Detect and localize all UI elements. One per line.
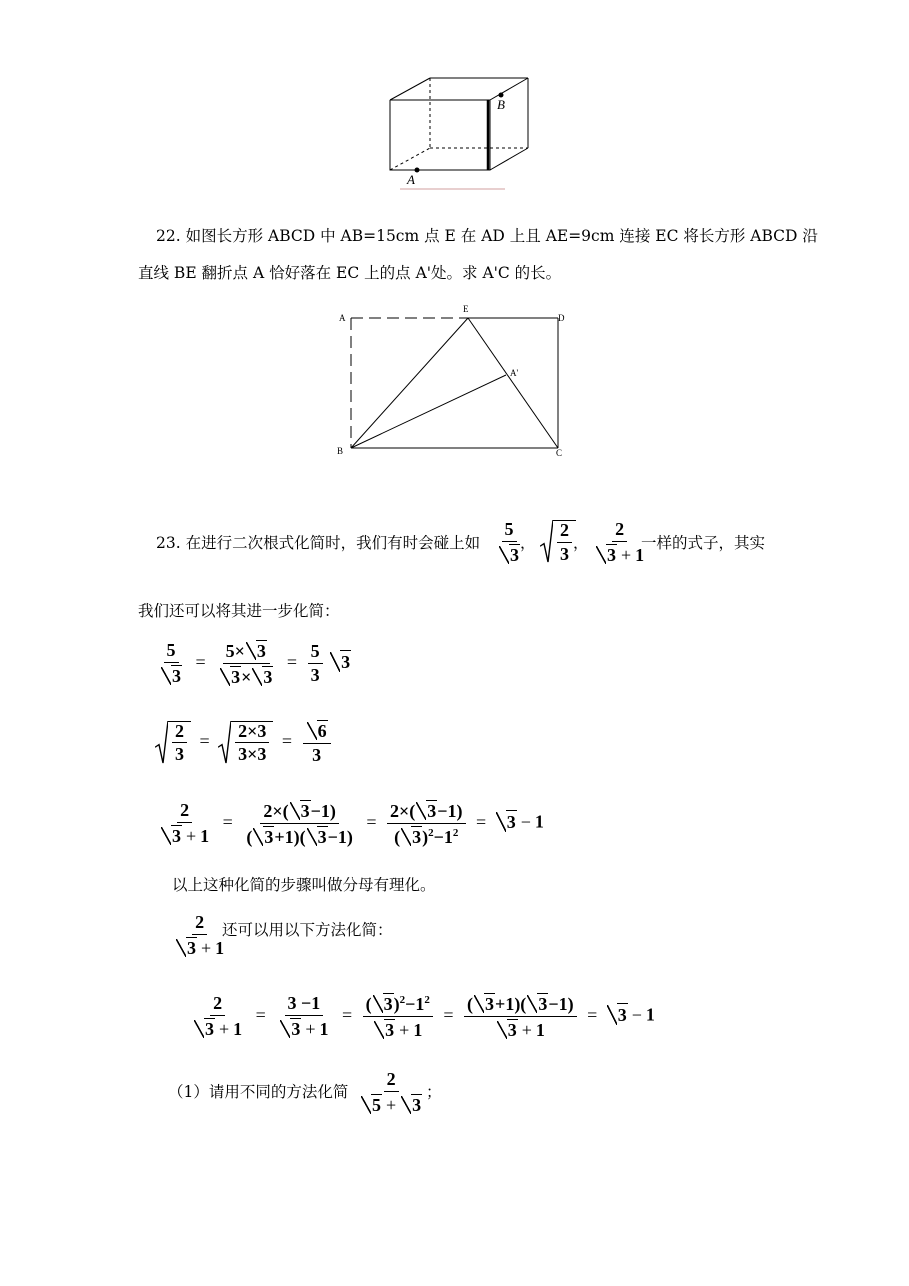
part1-end: ； [426, 1083, 442, 1101]
equation-1: $\frac{5}{3}$ = $\frac{5\times 3}{3\times 3}$ = $\frac{5}{3}$ 3 [155, 640, 351, 687]
comma-1: ， [520, 534, 536, 552]
label-b: B [497, 97, 505, 112]
frac-2-over-root3-plus-1-lead: $\frac{2}{3 + 1}$ [170, 913, 229, 958]
numerator: 5 [502, 520, 517, 542]
equation-4: $\frac{2}{3 + 1}$ = $\frac{3 -1}{3 + 1}$ = $\frac{( 3)^2-1^2}{3 + 1}$ = $\frac{( 3+1)( 3-1)}{3 + 1}$ = 3 − 1 [188, 993, 655, 1040]
frac-5-over-root3: $\frac{5}{3}$ [493, 520, 525, 565]
alt-method-text: 还可以用以下方法化简： [222, 921, 393, 939]
rectangle-fold-figure [330, 305, 575, 465]
equation-2: $\frac{2}{3}$ = $\frac{2\times 3}{3\times 3}$ = $\frac{6}{3}$ [155, 720, 333, 765]
q23-intro-end: 一样的式子，其实 [641, 534, 766, 552]
cuboid-figure [380, 70, 540, 195]
root-2-over-3: $\frac{2}{3}$ [540, 520, 576, 564]
label-c: C [556, 448, 563, 458]
equation-3: $\frac{2}{3 + 1}$ = $\frac{2\times( 3-1)}{( 3+1)( 3-1)}$ = $\frac{2\times( 3-1)}{( 3)^2-1^2}$ = 3 − 1 [155, 800, 544, 847]
label-a: A [339, 313, 346, 323]
label-e: E [463, 305, 469, 314]
comma-2: ， [573, 534, 589, 552]
q23-line2: 我们还可以将其进一步化简： [138, 602, 340, 620]
rationalize-note: 以上这种化简的步骤叫做分母有理化。 [172, 876, 436, 894]
q23-intro-start: 23. 在进行二次根式化简时，我们有时会碰上如 [156, 534, 481, 552]
label-d: D [558, 313, 565, 323]
label-b: B [337, 446, 344, 456]
q22-line1: 22. 如图长方形 ABCD 中 AB=15cm 点 E 在 AD 上且 AE=9cm 连接 EC 将长方形 ABCD 沿 [156, 227, 818, 245]
part1-text: （1）请用不同的方法化简 [168, 1083, 349, 1101]
frac-2-over-root5-plus-root3: $\frac{2}{5 + 3}$ [355, 1070, 427, 1115]
frac-2-over-root3-plus-1: $\frac{2}{3 + 1}$ [590, 520, 649, 565]
label-aprime: A' [510, 368, 519, 378]
q22-line2: 直线 BE 翻折点 A 恰好落在 EC 上的点 A'处。求 A'C 的长。 [138, 264, 562, 282]
label-a: A [407, 172, 415, 187]
